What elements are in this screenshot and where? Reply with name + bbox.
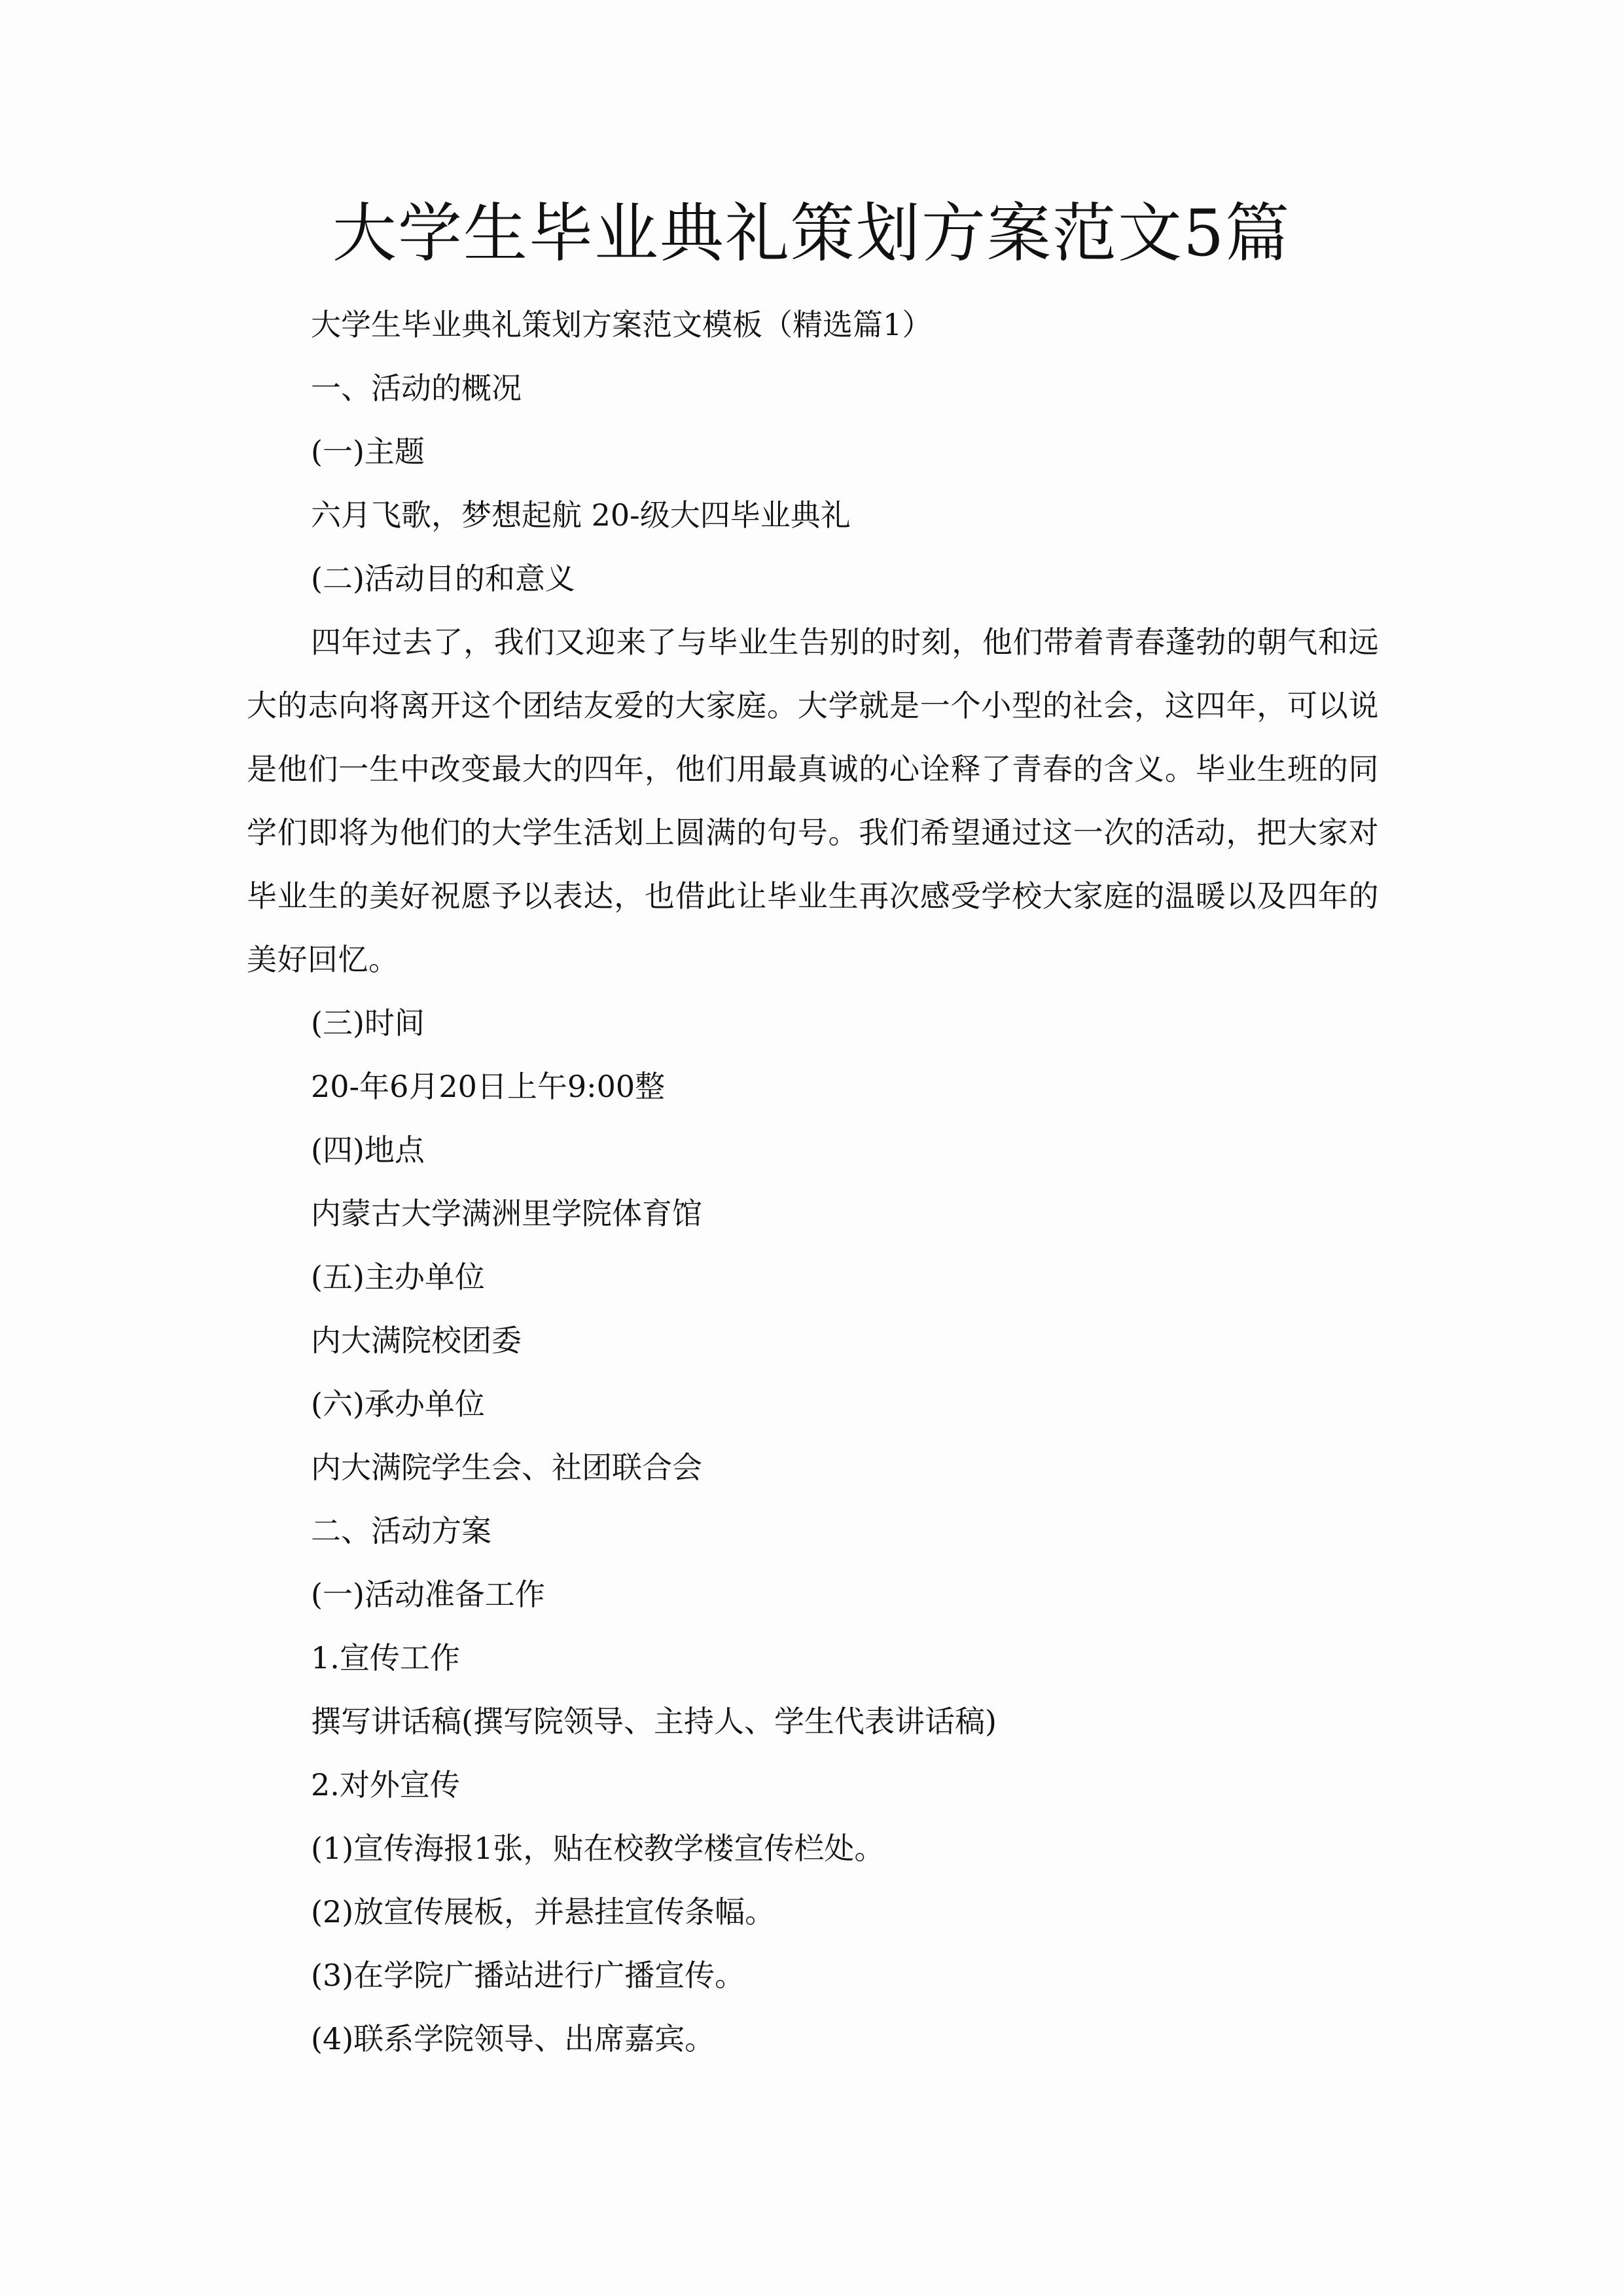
purpose-paragraph: 四年过去了，我们又迎来了与毕业生告别的时刻，他们带着青春蓬勃的朝气和远大的志向将离开这个团结友爱的大家庭。大学就是一个小型的社会，这四年，可以说是他们一生中改变最大的四年，他们用最真诚的心诠释了青春的含义。毕业生班的同学们即将为他们的大学生活划上圆满的句号。我们希望通过这一次的活动，把大家对毕业生的美好祝愿予以表达，也借此让毕业生再次感受学校大家庭的温暖以及四年的美好回忆。 xyxy=(247,624,1379,977)
subheading-time: (三)时间 xyxy=(311,1005,425,1041)
subheading-location: (四)地点 xyxy=(311,1132,425,1168)
document-title: 大学生毕业典礼策划方案范文5篇 xyxy=(332,196,1291,271)
location-text: 内蒙古大学满洲里学院体育馆 xyxy=(311,1196,702,1231)
subheading-preparation: (一)活动准备工作 xyxy=(311,1577,545,1612)
heading-overview: 一、活动的概况 xyxy=(311,370,522,406)
time-text: 20-年6月20日上午9:00整 xyxy=(311,1069,666,1104)
host-text: 内大满院学生会、社团联合会 xyxy=(311,1450,702,1485)
section-subtitle: 大学生毕业典礼策划方案范文模板（精选篇1） xyxy=(311,307,933,342)
publicity-step-2: (2)放宣传展板，并悬挂宣传条幅。 xyxy=(311,1894,776,1929)
item-external-publicity: 2.对外宣传 xyxy=(311,1767,460,1803)
publicity-step-4: (4)联系学院领导、出席嘉宾。 xyxy=(311,2021,715,2056)
organizer-text: 内大满院校团委 xyxy=(311,1323,522,1358)
heading-activity-plan: 二、活动方案 xyxy=(311,1513,491,1549)
subheading-purpose: (二)活动目的和意义 xyxy=(311,561,575,596)
subheading-theme: (一)主题 xyxy=(311,434,425,469)
document-body xyxy=(247,293,1379,2071)
publicity-work-text: 撰写讲话稿(撰写院领导、主持人、学生代表讲话稿) xyxy=(311,1704,997,1739)
subheading-host: (六)承办单位 xyxy=(311,1386,485,1422)
publicity-step-1: (1)宣传海报1张，贴在校教学楼宣传栏处。 xyxy=(311,1831,885,1866)
theme-text: 六月飞歌，梦想起航 20-级大四毕业典礼 xyxy=(311,497,851,533)
subheading-organizer: (五)主办单位 xyxy=(311,1259,485,1295)
item-publicity-work: 1.宣传工作 xyxy=(311,1640,460,1676)
publicity-step-3: (3)在学院广播站进行广播宣传。 xyxy=(311,1958,745,1993)
